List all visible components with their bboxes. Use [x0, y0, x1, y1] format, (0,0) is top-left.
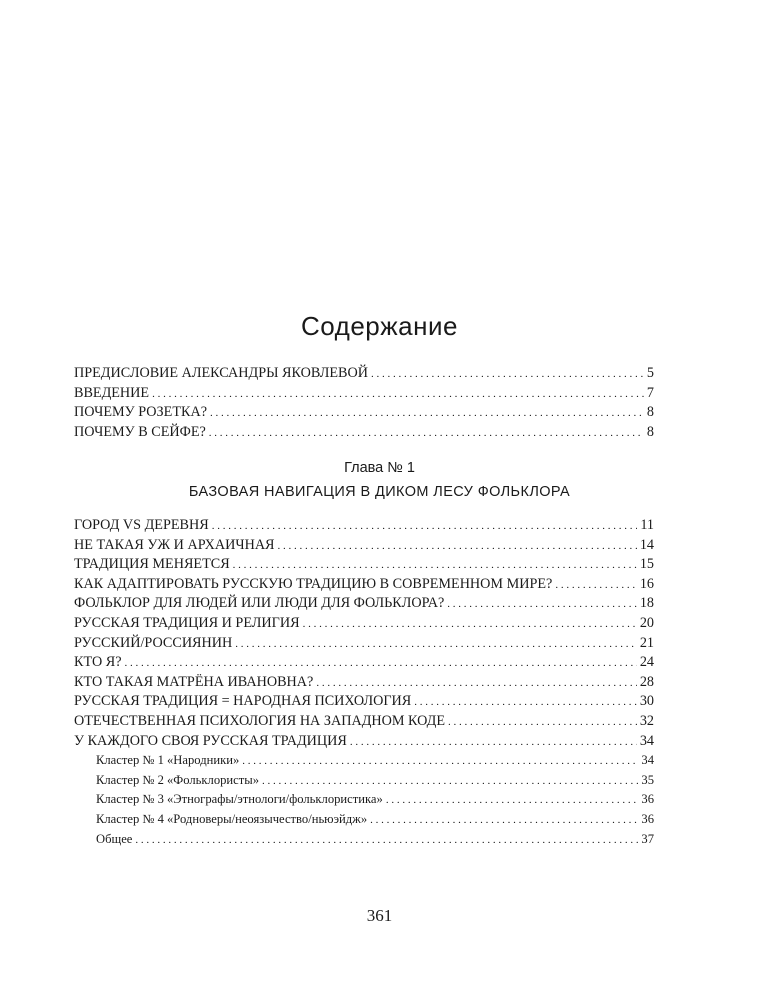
dot-leader	[210, 404, 644, 423]
toc-entry[interactable]	[74, 614, 654, 634]
dot-leader	[555, 576, 637, 595]
toc-entry-label: ПОЧЕМУ РОЗЕТКА?	[74, 404, 207, 421]
toc-entry-label: ВВЕДЕНИЕ	[74, 384, 150, 401]
toc-entry[interactable]	[74, 673, 654, 693]
toc-entry-page: 14	[639, 536, 654, 553]
dot-leader	[233, 556, 637, 575]
toc-entry-label: РУССКАЯ ТРАДИЦИЯ И РЕЛИГИЯ	[74, 614, 300, 631]
dot-leader	[125, 654, 637, 673]
dot-leader	[209, 424, 644, 443]
toc-entry[interactable]	[74, 403, 654, 423]
page-number: 361	[366, 906, 393, 925]
toc-entry[interactable]	[74, 594, 654, 614]
dot-leader	[447, 595, 637, 614]
toc-subentry[interactable]	[74, 810, 654, 830]
toc-entry-label: Общее	[96, 831, 133, 846]
toc-entry-label: КТО ТАКАЯ МАТРЁНА ИВАНОВНА?	[74, 673, 314, 690]
chapter-entry-list	[74, 516, 654, 849]
dot-leader	[152, 385, 644, 404]
toc-entry-page: 5	[646, 365, 654, 381]
toc-entry[interactable]	[74, 536, 654, 556]
toc-entry-page: 11	[640, 517, 654, 533]
dot-leader	[235, 635, 637, 654]
dot-leader	[262, 772, 638, 791]
toc-entry[interactable]	[74, 384, 654, 404]
toc-entry-page: 32	[639, 712, 654, 729]
toc-entry-page: 21	[639, 634, 654, 651]
toc-entry-page: 24	[639, 654, 654, 671]
toc-entry-label: КТО Я?	[74, 654, 122, 671]
toc-entry-label: ФОЛЬКЛОР ДЛЯ ЛЮДЕЙ ИЛИ ЛЮДИ ДЛЯ ФОЛЬКЛОРА?	[74, 595, 445, 612]
toc-entry-label: РУССКАЯ ТРАДИЦИЯ = НАРОДНАЯ ПСИХОЛОГИЯ	[74, 693, 412, 710]
dot-leader	[370, 811, 638, 830]
toc-entry-page: 16	[639, 575, 654, 592]
toc-entry-page: 36	[641, 811, 654, 826]
dot-leader	[303, 615, 637, 634]
toc-entry-page: 18	[639, 595, 654, 612]
dot-leader	[386, 791, 639, 810]
toc-entry-label: РУССКИЙ/РОССИЯНИН	[74, 634, 233, 651]
front-matter-list	[74, 364, 654, 442]
toc-entry-label: КАК АДАПТИРОВАТЬ РУССКУЮ ТРАДИЦИЮ В СОВРЕМЕННОМ МИРЕ?	[74, 575, 553, 592]
toc-entry-page: 37	[641, 831, 654, 846]
toc-entry-label: Кластер № 4 «Родноверы/неоязычество/ньюэйдж»	[96, 811, 368, 826]
toc-entry-page: 34	[641, 753, 654, 768]
toc-entry-label: У КАЖДОГО СВОЯ РУССКАЯ ТРАДИЦИЯ	[74, 732, 347, 749]
toc-entry-label: Кластер № 2 «Фольклористы»	[96, 772, 260, 787]
toc-entry-page: 35	[641, 772, 654, 787]
toc-entry-page: 8	[646, 423, 654, 440]
toc-entry[interactable]	[74, 555, 654, 575]
toc-entry-page: 15	[639, 556, 654, 573]
toc-entry-label: ОТЕЧЕСТВЕННАЯ ПСИХОЛОГИЯ НА ЗАПАДНОМ КОДЕ	[74, 712, 446, 729]
dot-leader	[278, 537, 637, 556]
toc-subentry[interactable]	[74, 771, 654, 791]
toc-entry-label: Кластер № 3 «Этнографы/этнологи/фольклористика»	[96, 792, 383, 807]
toc-subentry[interactable]	[74, 790, 654, 810]
toc-entry[interactable]	[74, 634, 654, 654]
dot-leader	[350, 733, 637, 752]
dot-leader	[371, 365, 644, 384]
dot-leader	[212, 517, 638, 536]
toc-entry[interactable]	[74, 732, 654, 752]
toc-entry-label: НЕ ТАКАЯ УЖ И АРХАИЧНАЯ	[74, 536, 275, 553]
dot-leader	[242, 752, 638, 771]
dot-leader	[316, 674, 636, 693]
toc-entry[interactable]	[74, 712, 654, 732]
toc-entry-page: 34	[639, 732, 654, 749]
toc-entry[interactable]	[74, 692, 654, 712]
toc-entry-page: 20	[639, 614, 654, 631]
toc-entry[interactable]	[74, 364, 654, 384]
toc-subentry[interactable]	[74, 830, 654, 850]
toc-entry-page: 7	[646, 384, 654, 401]
chapter-label: Глава № 1	[344, 460, 415, 476]
toc-entry-label: ТРАДИЦИЯ МЕНЯЕТСЯ	[74, 556, 230, 573]
toc-entry[interactable]	[74, 516, 654, 536]
page-title: Содержание	[301, 311, 458, 341]
toc-entry-label: ПОЧЕМУ В СЕЙФЕ?	[74, 423, 206, 440]
toc-entry-page: 8	[646, 404, 654, 421]
toc-entry[interactable]	[74, 653, 654, 673]
toc-entry-label: ПРЕДИСЛОВИЕ АЛЕКСАНДРЫ ЯКОВЛЕВОЙ	[74, 365, 368, 381]
toc-entry-page: 30	[639, 693, 654, 710]
toc-subentry[interactable]	[74, 751, 654, 771]
dot-leader	[414, 693, 637, 712]
toc-entry-page: 28	[639, 673, 654, 690]
toc-entry-label: ГОРОД VS ДЕРЕВНЯ	[74, 517, 209, 533]
toc-entry-label: Кластер № 1 «Народники»	[96, 753, 240, 768]
dot-leader	[135, 831, 638, 850]
toc-entry-page: 36	[641, 792, 654, 807]
chapter-title: БАЗОВАЯ НАВИГАЦИЯ В ДИКОМ ЛЕСУ ФОЛЬКЛОРА	[188, 484, 571, 500]
toc-entry[interactable]	[74, 575, 654, 595]
dot-leader	[448, 713, 637, 732]
toc-entry[interactable]	[74, 423, 654, 443]
